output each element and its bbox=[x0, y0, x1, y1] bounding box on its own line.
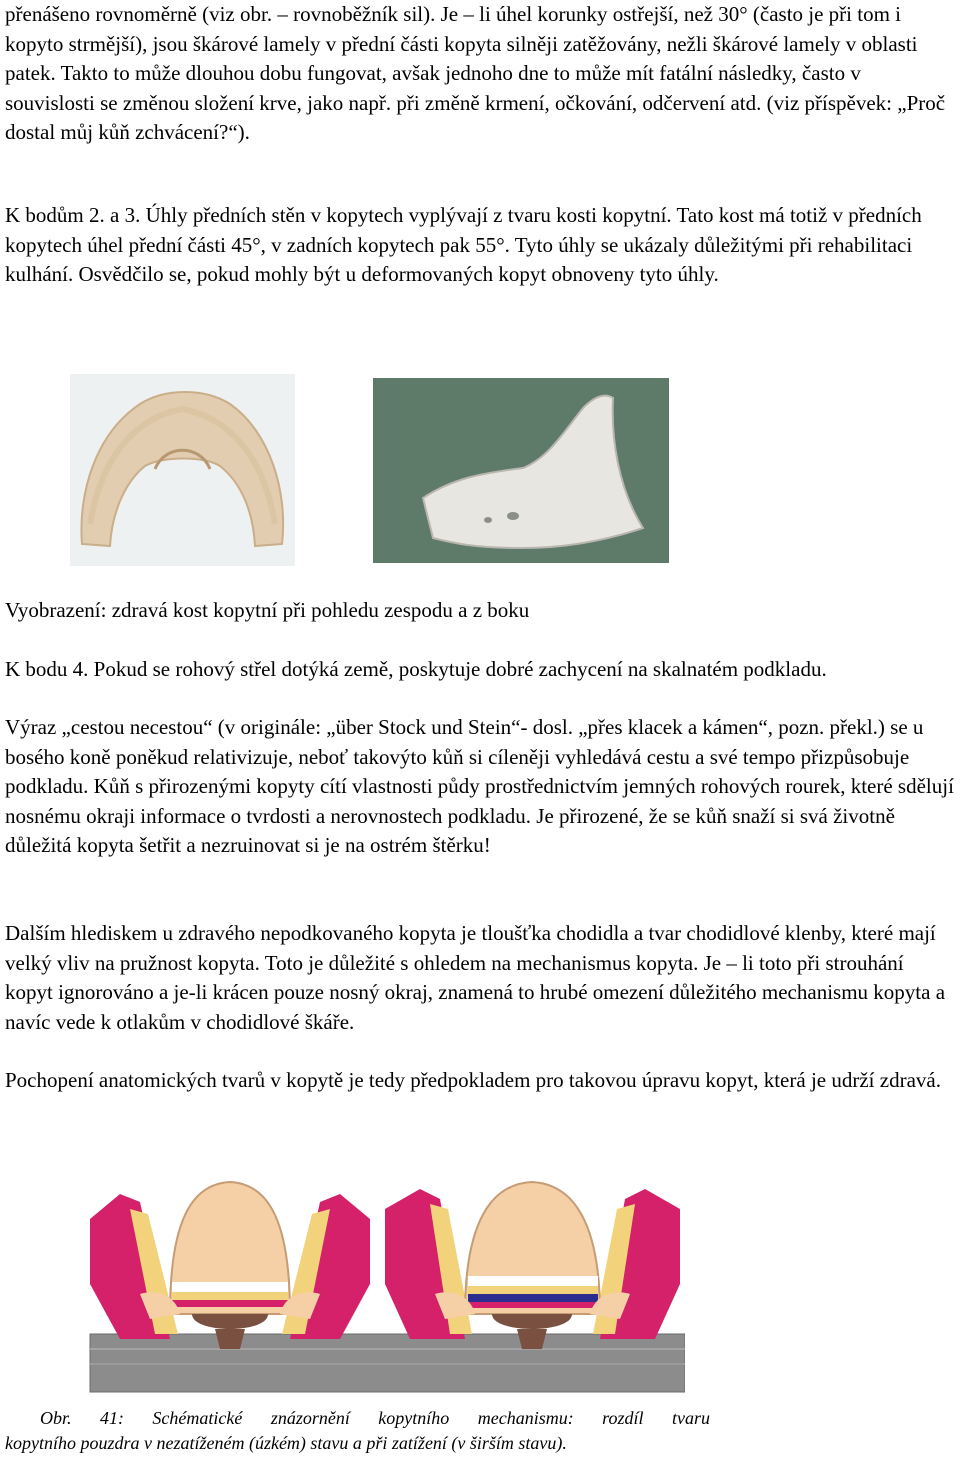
coffin-bone-side-view-photo bbox=[373, 378, 669, 563]
figure-caption-line-1: Obr. 41: Schématické znázornění kopytního mechanismu: rozdíl tvaru bbox=[40, 1408, 710, 1428]
coffin-bone-bottom-view-photo bbox=[70, 374, 295, 566]
paragraph-sole-thickness: Dalším hlediskem u zdravého nepodkovaného kopyta je tloušťka chodidla a tvar chodidlové klenby, které mají velký vliv na pružnost kopyta. Toto je důležité s ohledem na mechanismus kopyta. Je – li toto při strouhání kopyt ignorováno a je-li krácen pouze nosný okraj, znamená to hrubé omezení důležitého mechanismu kopyta a navíc vede k otlakům v chodidlové škáře. bbox=[5, 921, 946, 1034]
hoof-mechanism-diagram bbox=[80, 1164, 685, 1394]
hoof-unloaded bbox=[90, 1182, 370, 1349]
photo-caption: Vyobrazení: zdravá kost kopytní při pohledu zespodu a z boku bbox=[5, 598, 530, 622]
paragraph-barefoot-terrain: Výraz „cestou necestou“ (v originále: „über Stock und Stein“- dosl. „přes klacek a kámen“, pozn. překl.) se u bosého koně poněkud relativizuje, neboť takovýto kůň si cíleněji vyhledává cestu a své tempo přizpůsobuje podkladu. Kůň s přirozenými kopyty cítí vlastnosti půdy prostřednictvím jemných rohových rourek, které sdělují nosnému okraji informace o tvrdosti a nerovnostech podkladu. Je přirozené, že se kůň snaží si svá životně důležitá kopyta šetřit a nezruinovat si je na ostrém štěrku! bbox=[5, 715, 954, 857]
paragraph-points-2-3: K bodům 2. a 3. Úhly předních stěn v kopytech vyplývají z tvaru kosti kopytní. Tato kost má totiž v předních kopytech úhel přední části 45°, v zadních kopytech pak 55°. Tyto úhly se ukázaly důležitými při rehabilitaci kulhání. Osvědčilo se, pokud mohly být u deformovaných kopyt obnoveny tyto úhly. bbox=[5, 203, 922, 286]
paragraph-point-4: K bodu 4. Pokud se rohový střel dotýká země, poskytuje dobré zachycení na skalnatém podkladu. bbox=[5, 657, 827, 681]
paragraph-conclusion: Pochopení anatomických tvarů v kopytě je tedy předpokladem pro takovou úpravu kopyt, která je udrží zdravá. bbox=[5, 1068, 941, 1092]
paragraph-angle-intro: přenášeno rovnoměrně (viz obr. – rovnoběžník sil). Je – li úhel korunky ostřejší, než 30° (často je při tom i kopyto strmější), jsou škárové lamely v přední části kopyta silněji zatěžovány, nežli škárové lamely v oblasti patek. Takto to může dlouhou dobu fungovat, avšak jednoho dne to může mít fatální následky, často v souvislosti se změnou složení krve, jako např. při změně krmení, očkování, odčervení atd. (viz příspěvek: „Proč dostal můj kůň zchvácení?“). bbox=[5, 2, 946, 144]
hoof-loaded bbox=[385, 1182, 680, 1349]
figure-caption-line-2: kopytního pouzdra v nezatíženém (úzkém) stavu a při zatížení (v širším stavu). bbox=[5, 1433, 567, 1453]
figure-41-caption bbox=[5, 1406, 725, 1456]
